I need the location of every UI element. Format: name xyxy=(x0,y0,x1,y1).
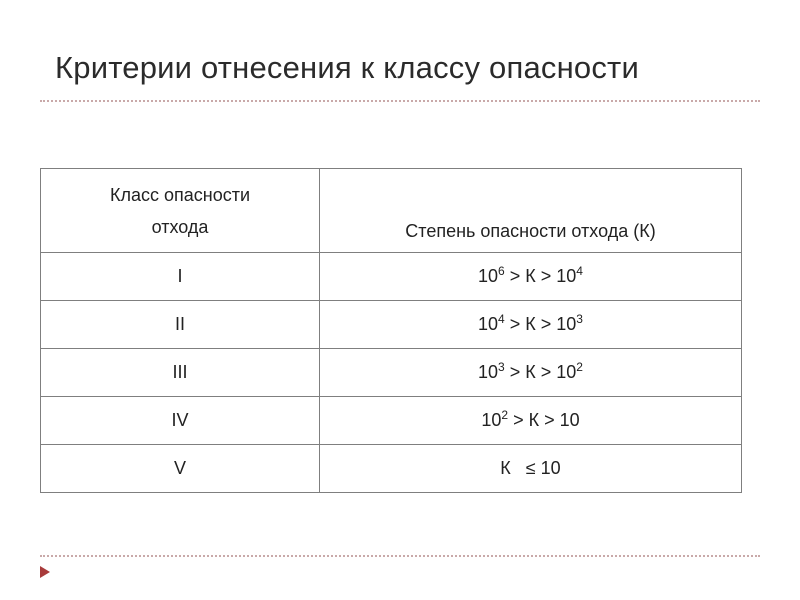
table-row xyxy=(41,397,742,445)
degree-cell xyxy=(320,445,742,493)
formula-base: 10 xyxy=(559,410,580,430)
formula-operator: > К > xyxy=(504,314,557,334)
degree-cell xyxy=(320,397,742,445)
degree-cell xyxy=(320,349,742,397)
formula-operator: > К > xyxy=(504,362,557,382)
table-row xyxy=(41,445,742,493)
table-row xyxy=(41,253,742,301)
top-divider xyxy=(40,100,760,102)
formula-base: 10 xyxy=(540,458,561,478)
formula-base: 10 xyxy=(556,362,577,382)
formula-base: 10 xyxy=(556,314,577,334)
header-class-line1: Класс опасности xyxy=(109,185,251,205)
degree-cell xyxy=(320,253,742,301)
next-slide-arrow-icon[interactable] xyxy=(40,566,50,578)
formula-operator: ≤ xyxy=(510,458,541,478)
header-degree-cell: Степень опасности отхода (К) xyxy=(320,169,742,253)
formula-base: 10 xyxy=(478,314,499,334)
slide-title: Критерии отнесения к классу опасности xyxy=(55,50,639,85)
formula-exponent: 3 xyxy=(498,360,505,374)
formula-operator: > К > xyxy=(508,410,560,430)
formula-base: 10 xyxy=(481,410,502,430)
degree-cell xyxy=(320,301,742,349)
header-class-line2: отхода xyxy=(151,217,209,237)
table-row xyxy=(41,301,742,349)
formula-base: 10 xyxy=(478,266,499,286)
table-header-row xyxy=(41,169,742,253)
formula-exponent: 6 xyxy=(498,264,505,278)
class-cell: II xyxy=(41,301,320,349)
formula-exponent: 2 xyxy=(501,408,509,422)
table-row xyxy=(41,349,742,397)
class-cell: III xyxy=(41,349,320,397)
formula-base: К xyxy=(500,458,511,478)
formula-exponent: 4 xyxy=(576,264,583,278)
formula-exponent: 3 xyxy=(576,312,583,326)
class-cell: I xyxy=(41,253,320,301)
formula-operator: > К > xyxy=(504,266,557,286)
formula-exponent: 2 xyxy=(576,360,583,374)
class-cell: V xyxy=(41,445,320,493)
class-cell: IV xyxy=(41,397,320,445)
hazard-class-table xyxy=(40,168,742,493)
formula-base: 10 xyxy=(478,362,499,382)
formula-base: 10 xyxy=(556,266,577,286)
header-class-cell xyxy=(41,169,320,253)
bottom-divider xyxy=(40,555,760,557)
formula-exponent: 4 xyxy=(498,312,505,326)
